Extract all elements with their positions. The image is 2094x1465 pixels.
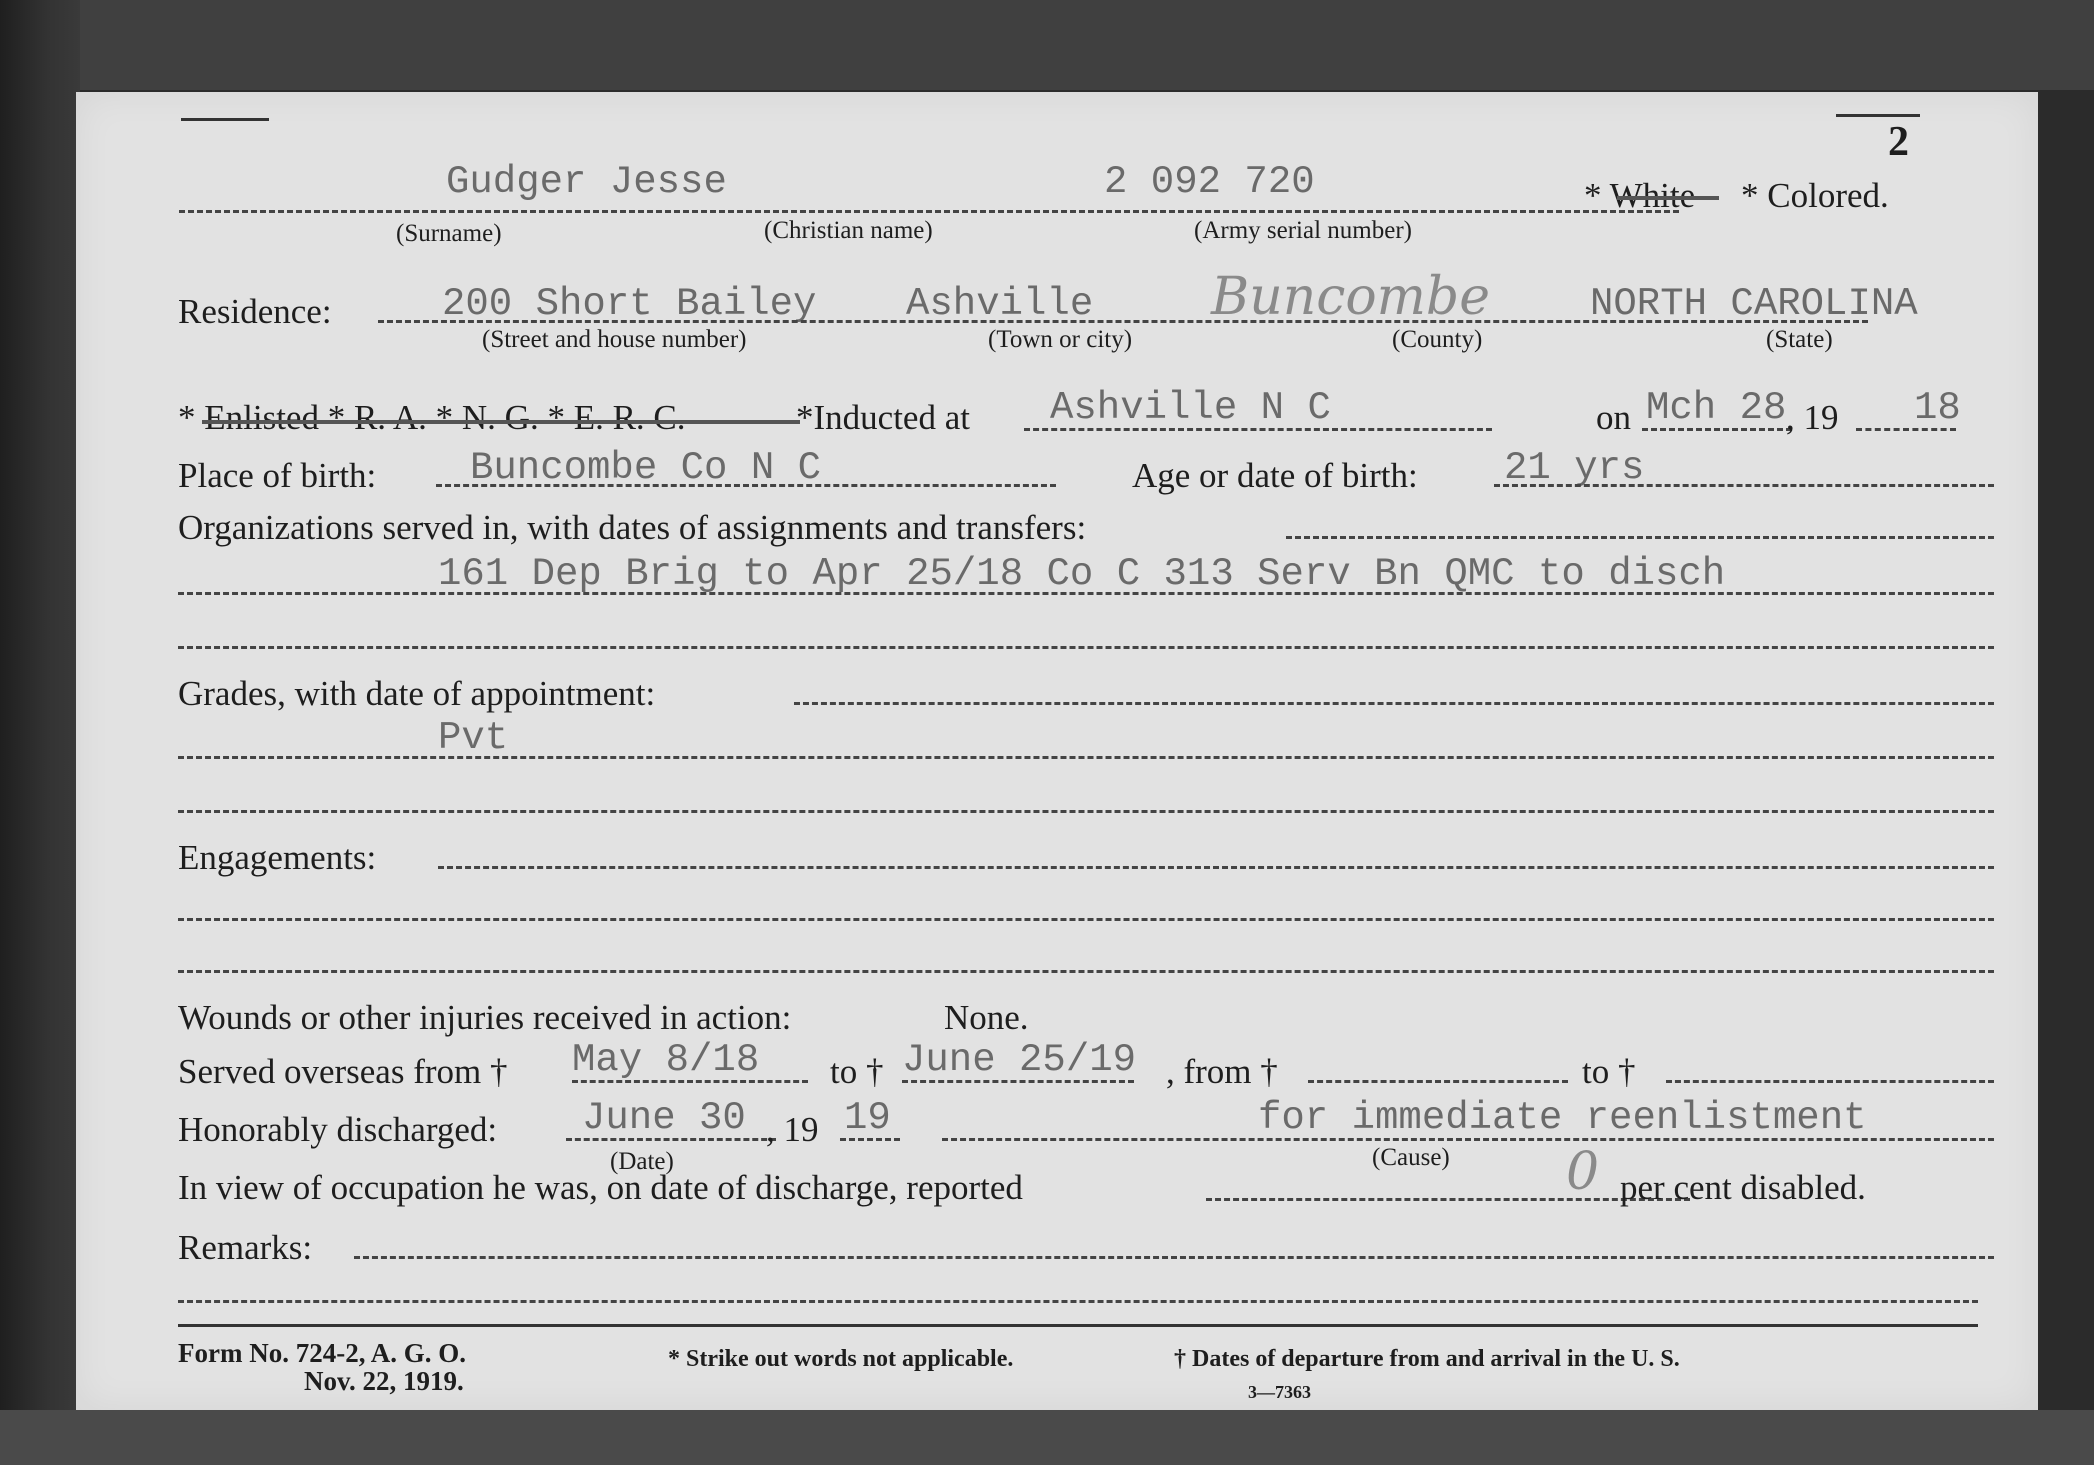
organizations-value: 161 Dep Brig to Apr 25/18 Co C 313 Serv Bn QMC to disch bbox=[438, 552, 1726, 596]
engagements-line-0 bbox=[438, 866, 1994, 869]
organizations-line-2 bbox=[178, 646, 1994, 649]
top-left-rule bbox=[181, 118, 269, 121]
organizations-label-line bbox=[1286, 536, 1994, 539]
discharge-year: 19 bbox=[844, 1096, 891, 1140]
organizations-label: Organizations served in, with dates of assignments and transfers: bbox=[178, 508, 1087, 547]
form-number: Form No. 724-2, A. G. O. bbox=[178, 1338, 466, 1368]
remarks-line-1 bbox=[354, 1256, 1994, 1259]
overseas-to-date: June 25/19 bbox=[902, 1038, 1137, 1082]
grades-line-2 bbox=[178, 810, 1994, 813]
engagements-label: Engagements: bbox=[178, 838, 377, 877]
county-label: (County) bbox=[1392, 326, 1483, 353]
print-code: 3—7363 bbox=[1248, 1382, 1311, 1402]
grades-line-1 bbox=[178, 756, 1994, 759]
scanner-background-left bbox=[0, 0, 80, 1465]
name-line bbox=[179, 210, 1679, 213]
place-of-birth-line bbox=[436, 484, 1056, 487]
residence-line bbox=[378, 320, 1868, 323]
place-of-birth-label: Place of birth: bbox=[178, 456, 377, 495]
surname-label: (Surname) bbox=[396, 220, 502, 247]
age-label: Age or date of birth: bbox=[1132, 456, 1418, 495]
induction-date-line bbox=[1642, 428, 1792, 431]
discharge-cause: for immediate reenlistment bbox=[1258, 1096, 1867, 1140]
service-record-card bbox=[76, 92, 2038, 1410]
race-white-strike bbox=[1617, 196, 1719, 200]
overseas-from2-label: , from † bbox=[1166, 1052, 1278, 1091]
race-white: * White bbox=[1584, 176, 1696, 215]
strike-out-note: * Strike out words not applicable. bbox=[668, 1346, 1014, 1372]
induction-date: Mch 28 bbox=[1646, 386, 1787, 430]
overseas-to-label: to † bbox=[830, 1052, 884, 1091]
residence-town: Ashville bbox=[906, 282, 1094, 326]
disability-label: In view of occupation he was, on date of discharge, reported bbox=[178, 1168, 1023, 1207]
overseas-from-date: May 8/18 bbox=[572, 1038, 760, 1082]
top-right-rule bbox=[1836, 114, 1920, 117]
discharge-year-line bbox=[840, 1138, 900, 1141]
disability-value: 0 bbox=[1566, 1142, 1600, 1202]
discharged-label: Honorably discharged: bbox=[178, 1110, 498, 1149]
grades-label-line bbox=[794, 702, 1994, 705]
serial-number-value: 2 092 720 bbox=[1104, 160, 1315, 204]
organizations-line-1 bbox=[178, 592, 1994, 595]
age-line bbox=[1494, 484, 1994, 487]
overseas-from2-line bbox=[1308, 1080, 1568, 1083]
discharge-date: June 30 bbox=[582, 1096, 746, 1140]
wounds-value: None. bbox=[944, 998, 1029, 1037]
date-label: (Date) bbox=[610, 1148, 674, 1175]
residence-county: Buncombe bbox=[1211, 267, 1490, 327]
card-number: 2 bbox=[1888, 119, 1909, 165]
place-of-birth-value: Buncombe Co N C bbox=[470, 446, 822, 490]
induction-year-line bbox=[1856, 428, 1956, 431]
engagements-line-2 bbox=[178, 970, 1994, 973]
grades-label: Grades, with date of appointment: bbox=[178, 674, 656, 713]
grades-value: Pvt bbox=[438, 716, 509, 760]
dates-note: † Dates of departure from and arrival in the U. S. bbox=[1174, 1346, 1680, 1372]
discharge-date-line bbox=[566, 1138, 776, 1141]
discharge-year-prefix: , 19 bbox=[766, 1110, 819, 1149]
overseas-to2-line bbox=[1666, 1080, 1994, 1083]
name-value: Gudger Jesse bbox=[446, 160, 727, 204]
scanner-background-top bbox=[0, 0, 2094, 90]
overseas-from-line bbox=[572, 1080, 808, 1083]
race-colored: * Colored. bbox=[1741, 176, 1889, 215]
footer-rule bbox=[178, 1324, 1978, 1327]
cause-label: (Cause) bbox=[1372, 1144, 1450, 1171]
overseas-to2-label: to † bbox=[1582, 1052, 1636, 1091]
age-value: 21 yrs bbox=[1504, 446, 1645, 490]
induction-year-prefix: , 19 bbox=[1786, 398, 1839, 437]
remarks-label: Remarks: bbox=[178, 1228, 313, 1267]
engagements-line-1 bbox=[178, 918, 1994, 921]
serial-label: (Army serial number) bbox=[1194, 217, 1412, 244]
street-label: (Street and house number) bbox=[482, 326, 747, 353]
enlisted-options: * Enlisted * R. A. * N. G. * E. R. C. bbox=[178, 398, 686, 437]
christian-name-label: (Christian name) bbox=[764, 217, 933, 244]
overseas-to-line bbox=[902, 1080, 1134, 1083]
residence-label: Residence: bbox=[178, 292, 332, 331]
inducted-label: *Inducted at bbox=[796, 398, 970, 437]
residence-street: 200 Short Bailey bbox=[442, 282, 817, 326]
discharge-cause-line bbox=[942, 1138, 1994, 1141]
state-label: (State) bbox=[1766, 326, 1833, 353]
residence-state: NORTH CAROLINA bbox=[1590, 282, 1918, 326]
town-label: (Town or city) bbox=[988, 326, 1133, 353]
scanner-background-bottom bbox=[0, 1410, 2094, 1465]
disability-line bbox=[1206, 1198, 1690, 1201]
inducted-at-value: Ashville N C bbox=[1050, 386, 1331, 430]
disability-suffix: per cent disabled. bbox=[1620, 1168, 1866, 1207]
remarks-line-2 bbox=[178, 1300, 1978, 1303]
enlisted-strike bbox=[202, 420, 800, 424]
inducted-line bbox=[1024, 428, 1492, 431]
induction-year: 18 bbox=[1914, 386, 1961, 430]
form-date: Nov. 22, 1919. bbox=[304, 1366, 464, 1396]
wounds-label: Wounds or other injuries received in action: bbox=[178, 998, 792, 1037]
served-overseas-label: Served overseas from † bbox=[178, 1052, 508, 1091]
on-label: on bbox=[1596, 398, 1631, 437]
